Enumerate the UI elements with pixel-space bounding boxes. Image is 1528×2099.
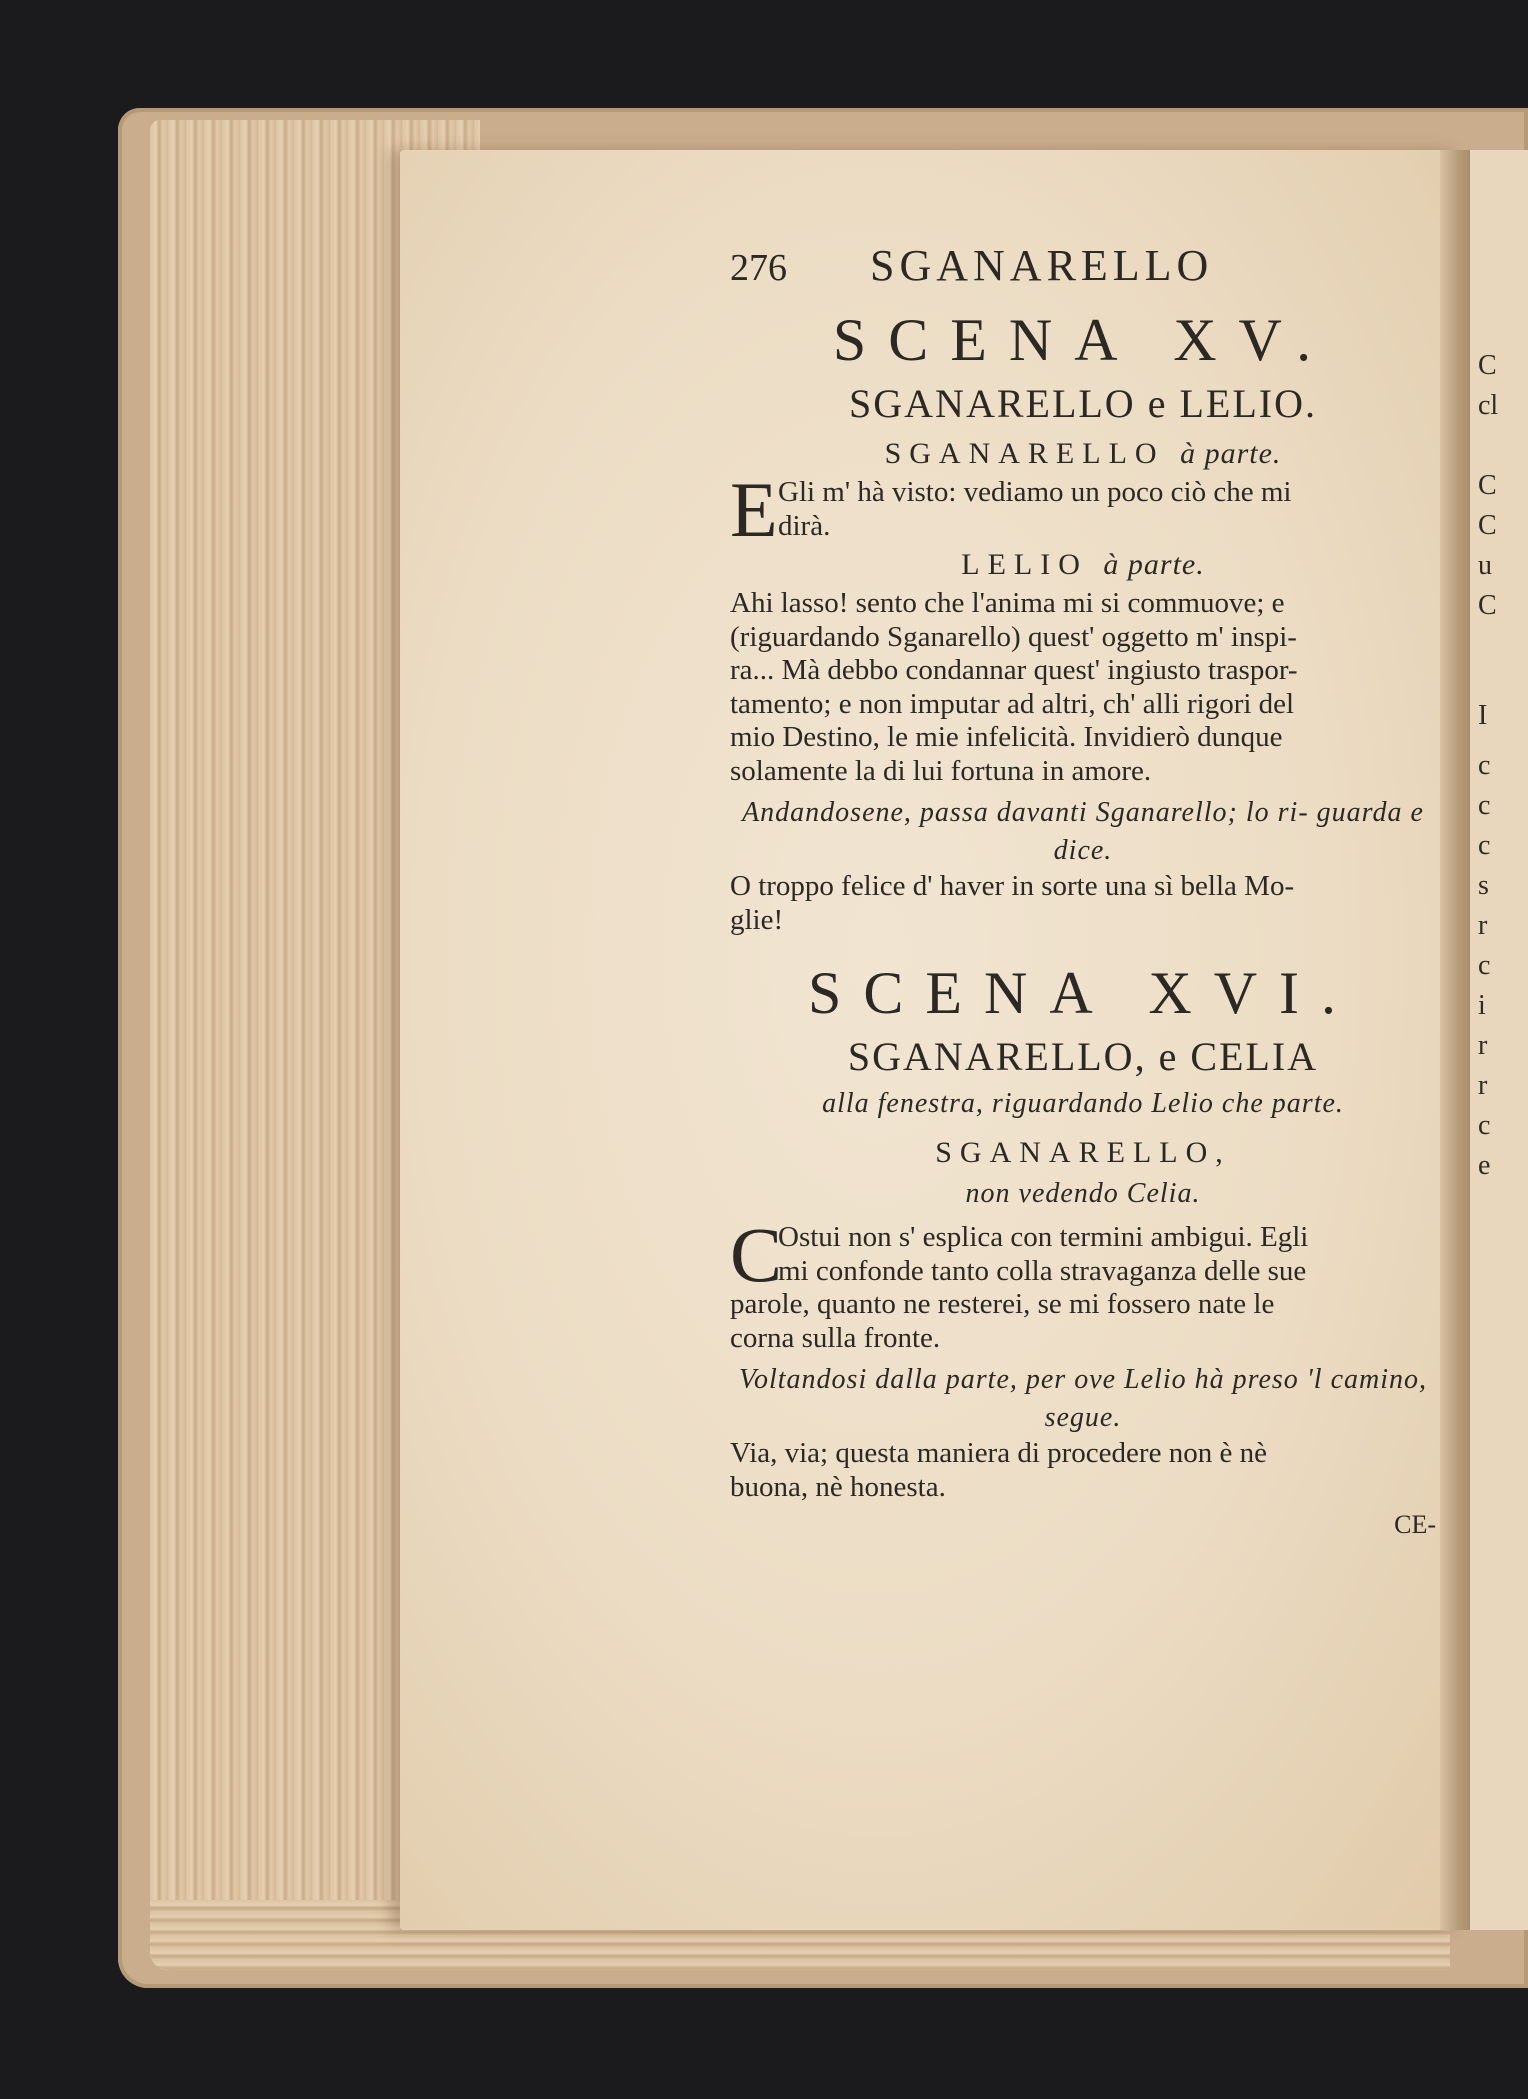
running-title: SGANARELLO [870, 241, 1214, 290]
speech-line: (riguardando Sganarello) quest' oggetto m' inspi- [730, 620, 1297, 653]
speaker-direction: à parte. [1180, 437, 1282, 470]
speaker-name: SGANARELLO [884, 437, 1165, 470]
speech-line: Via, via; questa maniera di procedere non è nè [730, 1437, 1267, 1469]
facing-page-fragment: C [1478, 470, 1497, 501]
facing-page-fragment: u [1478, 550, 1492, 581]
facing-page-fragment: r [1478, 910, 1488, 941]
speech-line: solamente la di lui fortuna in amore. [730, 754, 1152, 787]
facing-page-fragment: c [1478, 830, 1491, 861]
facing-page-edge [1470, 150, 1528, 1930]
running-head [730, 240, 1436, 304]
scene-title-16: SCENA XVI. [807, 960, 1359, 1026]
facing-page-fragment: e [1478, 1150, 1491, 1181]
drop-cap: C [730, 1211, 783, 1298]
stage-direction: Andandosene, passa davanti Sganarello; lo ri- guarda e dice. [742, 797, 1424, 866]
book-gutter [1440, 150, 1470, 1930]
speaker-lelio [730, 543, 1436, 587]
speech-line: mio Destino, le mie infelicità. Invidierò dunque [730, 721, 1283, 753]
speech-line: corna sulla fronte. [730, 1321, 941, 1354]
speech-line: mi confonde tanto colla stravaganza delle sue [778, 1254, 1307, 1287]
facing-page-fragment: r [1478, 1030, 1488, 1061]
speech-block [730, 870, 1436, 937]
facing-page-fragment: s [1478, 870, 1489, 901]
speech-block [730, 466, 1436, 553]
scene-15-characters: SGANARELLO e LELIO. [849, 381, 1317, 426]
facing-page-fragment: C [1478, 510, 1497, 541]
speech-line: parole, quanto ne resterei, se mi fossero nate le [730, 1288, 1275, 1320]
facing-page-fragment: i [1478, 990, 1486, 1021]
facing-page-fragment: cl [1478, 390, 1499, 421]
facing-page-fragment: c [1478, 750, 1491, 781]
scene-16-characters: SGANARELLO, e CELIA [847, 1034, 1319, 1079]
page-text [730, 240, 1436, 1540]
speaker-direction: non vedendo Celia. [965, 1178, 1201, 1209]
speech-block [730, 1211, 1436, 1298]
catchword: CE- [1394, 1510, 1436, 1539]
facing-page-fragment: I [1478, 700, 1488, 731]
speech-line: tamento; e non imputar ad altri, ch' alli rigori del [730, 687, 1295, 720]
speech-line: Gli m' hà visto: vediamo un poco ciò che mi [778, 476, 1292, 508]
facing-page-fragment: c [1478, 790, 1491, 821]
speech-line: buona, nè honesta. [730, 1470, 946, 1503]
facing-page-fragment: C [1478, 350, 1497, 381]
scene-title-15: SCENA XV. [832, 307, 1334, 373]
speaker-name: LELIO [961, 548, 1088, 581]
speech-line: Ahi lasso! sento che l'anima mi si commuove; e [730, 587, 1285, 619]
page-number: 276 [730, 247, 787, 289]
facing-page-fragment: c [1478, 950, 1491, 981]
speech-line: O troppo felice d' haver in sorte una sì bella Mo- [730, 870, 1295, 902]
speech-line: dirà. [778, 509, 831, 542]
speech-line: glie! [730, 903, 784, 936]
scene-16-direction: alla fenestra, riguardando Lelio che parte. [822, 1088, 1344, 1119]
speech-line: ra... Mà debbo condannar quest' ingiusto traspor- [730, 654, 1298, 686]
facing-page-fragment: c [1478, 1110, 1491, 1141]
facing-page-fragment: C [1478, 590, 1497, 621]
speech-block [730, 587, 1436, 788]
stage-direction: Voltandosi dalla parte, per ove Lelio hà preso 'l camino, segue. [738, 1364, 1427, 1433]
speaker-direction: à parte. [1103, 548, 1205, 581]
speaker-sganarello [730, 432, 1436, 476]
speaker-sganarello: SGANARELLO, [935, 1136, 1231, 1169]
speech-line: Ostui non s' esplica con termini ambigui. Egli [778, 1221, 1309, 1253]
facing-page-fragment: r [1478, 1070, 1488, 1101]
drop-cap: E [730, 466, 778, 553]
